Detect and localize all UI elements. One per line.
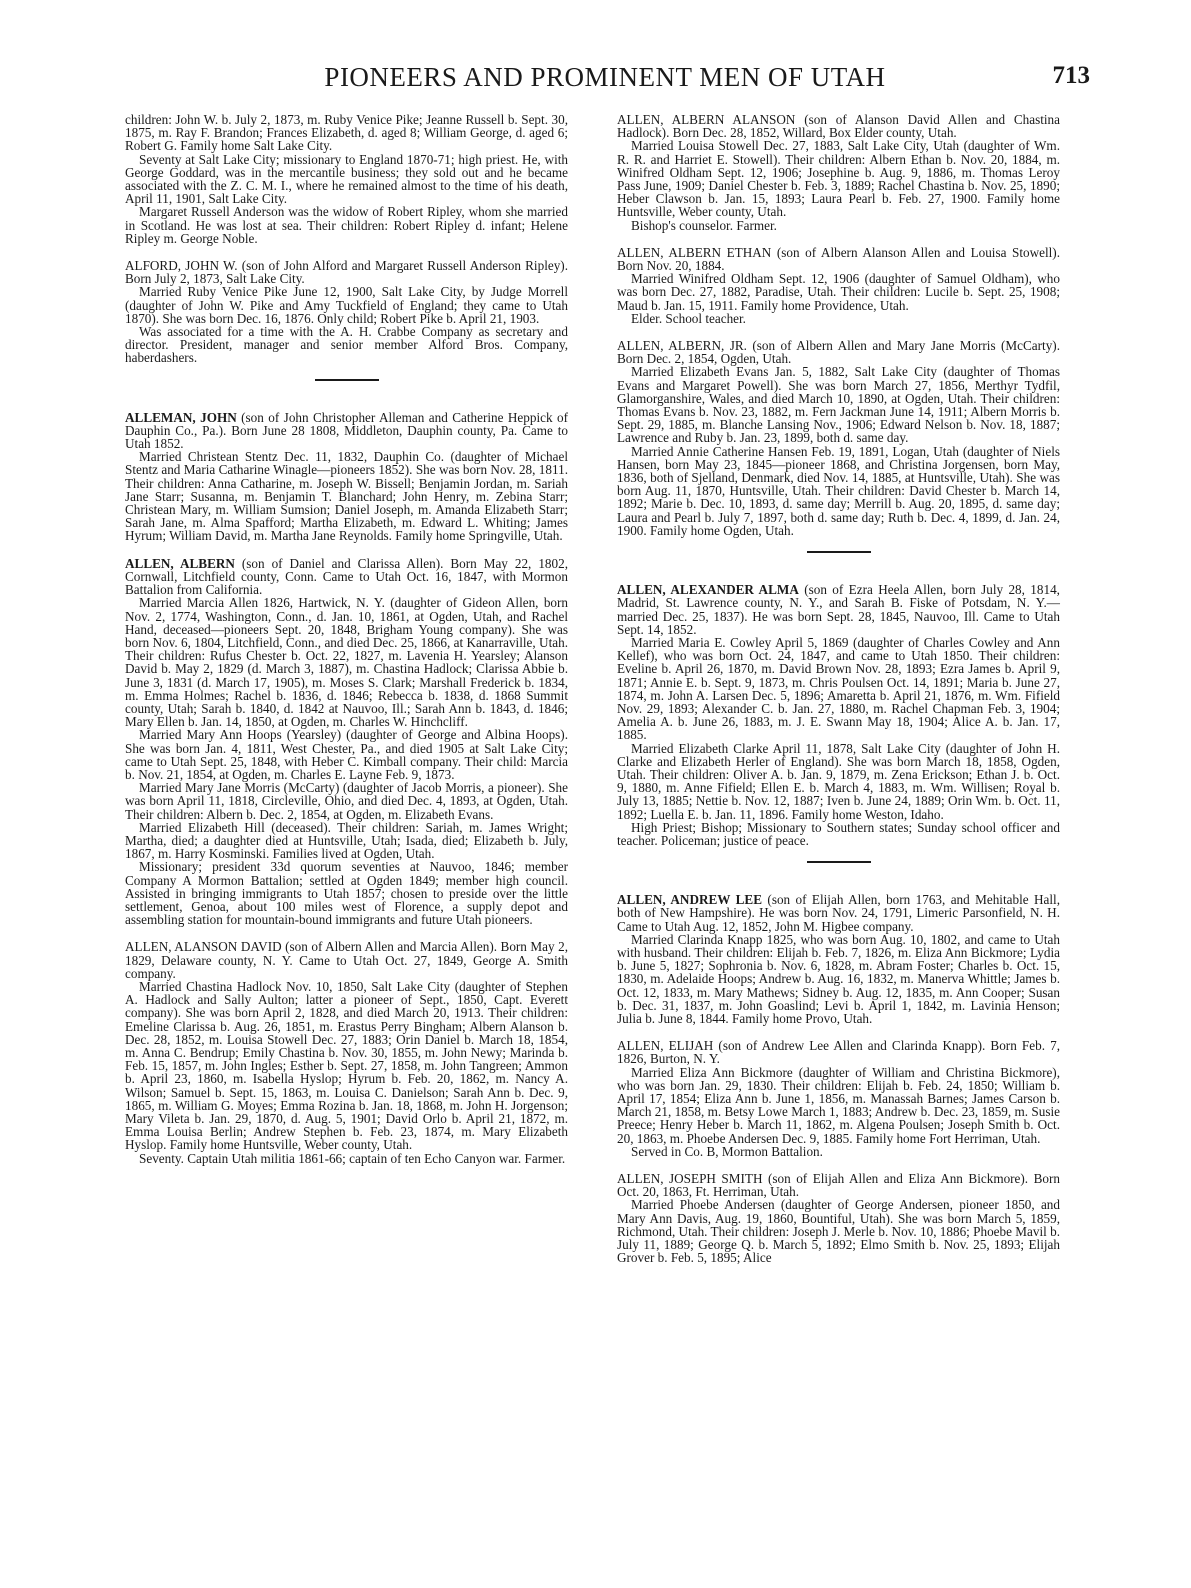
biography-entry	[125, 259, 568, 365]
entry-text: (son of Albern Allen and Mary Jane Morris (McCarty). Born Dec. 2, 1854, Ogden, Utah.	[617, 338, 1060, 367]
entry-paragraph: Married Annie Catherine Hansen Feb. 19, 1891, Logan, Utah (daughter of Niels Hansen, born May 23, 1845—pioneer 1868, and Christina Jorgensen, born May, 1836, both of Sjelland, Denmark, died Nov. 14, 1885, at Huntsville, Utah). She was born Aug. 11, 1870, Huntsville, Utah. Their children: David Chester b. March 14, 1892; Marie b. Dec. 10, 1893, d. same day; Merrill b. Aug. 20, 1895, d. same day; Laura and Pearl b. July 7, 1897, both d. same day; Ruth b. Dec. 4, 1899, d. Jan. 24, 1900. Family home Ogden, Utah.	[617, 443, 1060, 538]
entry-paragraph: Married Phoebe Andersen (daughter of George Andersen, pioneer 1850, and Mary Ann Davis, Aug. 19, 1860, Bountiful, Utah). She was born March 5, 1859, Richmond, Utah. Their children: Joseph J. Merle b. Nov. 10, 1886; Phoebe Mavil b. July 11, 1889; George Q. b. March 5, 1892; Elmo Smith b. Nov. 25, 1893; Elijah Grover b. Feb. 5, 1895; Alice	[617, 1197, 1060, 1266]
entry-name: ALLEN, ALANSON DAVID	[125, 939, 282, 955]
entry-paragraph	[125, 557, 568, 597]
entry-paragraph: Married Elizabeth Clarke April 11, 1878, Salt Lake City (daughter of John H. Clarke and Elizabeth Herler of England). She was born March 18, 1858, Ogden, Utah. Their children: Oliver A. b. Jan. 9, 1879, m. Zena Erickson; Ethan J. b. Oct. 9, 1880, m. Anne Fifield; Ellen E. b. March 4, 1883, m. Wm. Willisen; Royal b. July 13, 1885; Nettie b. Nov. 12, 1887; Iven b. June 24, 1889; Orin Wm. b. Oct. 11, 1892; Luella E. b. Jan. 11, 1896. Family home Weston, Idaho.	[617, 740, 1060, 822]
entry-name: ALFORD, JOHN W.	[125, 258, 238, 274]
entry-paragraph	[617, 339, 1060, 365]
entry-paragraph: Married Clarinda Knapp 1825, who was born Aug. 10, 1802, and came to Utah with husband. Their children: Elijah b. Feb. 7, 1826, m. Eliza Ann Bickmore; Lydia b. June 5, 1827; Sophronia b. Nov. 6, 1828, m. Abram Foster; Charles b. Oct. 15, 1830, m. Adelaide Hoops; Andrew b. Aug. 16, 1832, m. Manerva Whittle; James b. Oct. 12, 1833, m. Mary Mathews; Sidney b. Aug. 12, 1835, m. Ann Cooper; Susan b. Dec. 31, 1837, m. John Goaslind; Levi b. April 1, 1842, m. Lavinia Henson; Julia b. June 8, 1844. Family home Provo, Utah.	[617, 931, 1060, 1026]
entry-paragraph: Married Mary Ann Hoops (Yearsley) (daughter of George and Albina Hoops). She was born Jan. 4, 1811, West Chester, Pa., and died 1905 at Salt Lake City; came to Utah Sept. 25, 1848, with Heber C. Kimball company. Their child: Marcia b. Nov. 21, 1854, at Ogden, m. Charles E. Layne Feb. 9, 1873.	[125, 727, 568, 782]
biography-entry	[617, 893, 1060, 1025]
entry-paragraph	[617, 1039, 1060, 1065]
entry-paragraph: Married Maria E. Cowley April 5, 1869 (daughter of Charles Cowley and Ann Kellef), who was born Oct. 24, 1847, and came to Utah 1850. Their children: Eveline b. April 26, 1870, m. David Brown Nov. 28, 1893; Ezra James b. April 9, 1871; Annie E. b. Sept. 9, 1873, m. Chris Poulsen Oct. 14, 1891; Maria b. June 27, 1874, m. John A. Larsen Dec. 5, 1896; Amaretta b. April 21, 1876, m. Wm. Fifield Nov. 29, 1893; Alexander C. b. Jan. 27, 1880, m. Rachel Chapman Feb. 3, 1904; Amelia A. b. June 26, 1883, m. J. E. Swann May 18, 1904; Alice A. b. Jan. 17, 1885.	[617, 634, 1060, 743]
entry-name: ALLEN, ALBERN	[125, 555, 235, 571]
section-divider	[315, 379, 379, 381]
entry-paragraph: Married Elizabeth Hill (deceased). Their children: Sariah, m. James Wright; Martha, died; a daughter died at Huntsville, Utah; Isada, died; Elizabeth b. July, 1867, m. Harry Kosminski. Families lived at Ogden, Utah.	[125, 819, 568, 862]
biography-entry	[617, 583, 1060, 847]
entry-paragraph	[125, 259, 568, 285]
entry-text: (son of Daniel and Clarissa Allen). Born May 22, 1802, Cornwall, Litchfield county, Conn. Came to Utah Oct. 16, 1847, with Mormon Battalion from California.	[125, 555, 568, 598]
left-column	[125, 113, 568, 1179]
biography-entry	[125, 113, 568, 245]
biography-entry	[125, 557, 568, 927]
entry-paragraph: Married Chastina Hadlock Nov. 10, 1850, Salt Lake City (daughter of Stephen A. Hadlock and Sally Aulton; latter a pioneer of Sept., 1850, Capt. Everett company). She was born April 2, 1828, and died March 20, 1913. Their children: Emeline Clarissa b. Aug. 26, 1851, m. Erastus Perry Bingham; Albern Alanson b. Dec. 28, 1852, m. Louisa Stowell Dec. 27, 1883; Orin Daniel b. March 18, 1854, m. Anna C. Bendrup; Emily Chastina b. Nov. 30, 1855, m. John Newy; Marinda b. Feb. 15, 1857, m. John Ingles; Esther b. Sept. 27, 1858, m. John Tangreen; Ammon b. April 23, 1860, m. Isabella Hyslop; Hyrum b. Feb. 20, 1862, m. Nancy A. Wilson; Samuel b. Sept. 15, 1863, m. Louisa C. Danielson; Sarah Ann b. Dec. 9, 1865, m. William G. Moyes; Emma Rozina b. Jan. 18, 1868, m. John H. Jorgenson; Mary Vileta b. Jan. 29, 1870, d. Aug. 5, 1901; David Orlo b. April 21, 1872, m. Emma Louisa Berlin; Andrew Stephen b. Feb. 23, 1874, m. Mary Elizabeth Hyslop. Family home Huntsville, Weber county, Utah.	[125, 978, 568, 1153]
entry-paragraph	[617, 113, 1060, 139]
entry-paragraph	[617, 893, 1060, 933]
entry-paragraph: Married Mary Jane Morris (McCarty) (daughter of Jacob Morris, a pioneer). She was born April 11, 1818, Circleville, Ohio, and died Dec. 4, 1893, at Ogden, Utah. Their children: Albern b. Dec. 2, 1854, at Ogden, m. Elizabeth Evans.	[125, 780, 568, 822]
entry-text: (son of John Alford and Margaret Russell Anderson Ripley). Born July 2, 1873, Salt Lake City.	[125, 258, 568, 287]
entry-paragraph: children: John W. b. July 2, 1873, m. Ruby Venice Pike; Jeanne Russell b. Sept. 30, 1875, m. Ray F. Brandon; Frances Elizabeth, d. aged 8; William George, d. aged 6; Robert G. Family home Salt Lake City.	[125, 112, 568, 154]
page-header	[120, 60, 1090, 100]
entry-text: (son of Andrew Lee Allen and Clarinda Knapp). Born Feb. 7, 1826, Burton, N. Y.	[617, 1038, 1060, 1067]
page-number: 713	[1052, 62, 1090, 89]
entry-paragraph: Margaret Russell Anderson was the widow of Robert Ripley, whom she married in Scotland. He was lost at sea. Their children: Robert Ripley d. infant; Helene Ripley m. George Noble.	[125, 204, 568, 246]
biography-entry	[617, 339, 1060, 537]
entry-paragraph: Seventy. Captain Utah militia 1861-66; captain of ten Echo Canyon war. Farmer.	[139, 1150, 566, 1166]
entry-paragraph: Married Eliza Ann Bickmore (daughter of William and Christina Bickmore), who was born Jan. 29, 1830. Their children: Elijah b. Feb. 24, 1850; William b. April 17, 1854; Eliza Ann b. June 1, 1856, m. Manassah Barnes; James Carson b. March 21, 1858, m. Betsy Lowe March 1, 1883; Andrew b. Dec. 23, 1859, m. Susie Preece; Henry Heber b. March 11, 1862, m. Algena Poulsen; Joseph Smith b. Oct. 20, 1863, m. Phoebe Andersen Dec. 9, 1885. Family home Fort Herriman, Utah.	[617, 1064, 1060, 1146]
entry-paragraph	[617, 246, 1060, 272]
entry-text: (son of Elijah Allen, born 1763, and Mehitable Hall, both of New Hampshire). He was born Nov. 24, 1791, Limeric Parsonfield, N. H. Came to Utah Aug. 12, 1852, John M. Higbee company.	[617, 892, 1060, 934]
biography-entry	[617, 1039, 1060, 1158]
entry-text: (son of Elijah Allen and Eliza Ann Bickmore). Born Oct. 20, 1863, Ft. Herriman, Utah.	[617, 1171, 1060, 1200]
entry-paragraph: High Priest; Bishop; Missionary to Southern states; Sunday school officer and teacher. Policeman; justice of peace.	[617, 819, 1060, 848]
section-divider	[807, 551, 871, 553]
entry-paragraph: Married Louisa Stowell Dec. 27, 1883, Salt Lake City, Utah (daughter of Wm. R. R. and Harriet E. Stowell). Their children: Albern Ethan b. Nov. 20, 1884, m. Winifred Oldham Sept. 12, 1906; Josephine b. Aug. 9, 1886, m. Thomas Leroy Pass June, 1909; Daniel Chester b. Feb. 3, 1889; Rachel Chastina b. Nov. 25, 1890; Heber Clawson b. Jan. 15, 1893; Laura Pearl b. Feb. 27, 1900. Family home Huntsville, Weber county, Utah.	[617, 138, 1060, 220]
entry-text: (son of Albern Allen and Marcia Allen). Born May 2, 1829, Delaware county, N. Y. Came to Utah Oct. 27, 1849, George A. Smith company.	[125, 939, 568, 981]
entry-name: ALLEN, ELIJAH	[617, 1038, 714, 1054]
entry-name: ALLEN, ANDREW LEE	[617, 892, 763, 908]
entry-name: ALLEN, ALBERN ALANSON	[617, 112, 796, 127]
biography-entry	[617, 246, 1060, 325]
entry-paragraph	[125, 411, 568, 451]
entry-text: (son of Alanson David Allen and Chastina Hadlock). Born Dec. 28, 1852, Willard, Box Elder county, Utah.	[617, 112, 1060, 141]
entry-text: (son of Ezra Heela Allen, born July 28, 1814, Madrid, St. Lawrence county, N. Y., and Sarah B. Fiske of Potsdam, N. Y.—married Dec. 25, 1837). He was born Sept. 28, 1845, Nauvoo, Ill. Came to Utah Sept. 14, 1852.	[617, 582, 1060, 637]
entry-paragraph: Married Winifred Oldham Sept. 12, 1906 (daughter of Samuel Oldham), who was born Dec. 27, 1882, Paradise, Utah. Their children: Lucile b. Sept. 25, 1908; Maud b. Jan. 15, 1911. Family home Providence, Utah.	[617, 271, 1060, 313]
entry-name: ALLEN, ALEXANDER ALMA	[617, 582, 799, 598]
entry-paragraph	[125, 940, 568, 980]
right-column	[617, 113, 1060, 1278]
running-title: PIONEERS AND PROMINENT MEN OF UTAH	[324, 62, 886, 92]
biography-entry	[617, 1172, 1060, 1264]
entry-text: (son of John Christopher Alleman and Catherine Heppick of Dauphin Co., Pa.). Born June 28 1808, Middleton, Dauphin county, Pa. Came to Utah 1852.	[125, 409, 568, 452]
entry-paragraph: Served in Co. B, Mormon Battalion.	[631, 1143, 823, 1159]
section-divider	[807, 861, 871, 863]
entry-paragraph: Missionary; president 33d quorum seventies at Nauvoo, 1846; member Company A Mormon Battalion; settled at Ogden 1849; member high council. Assisted in bringing immigrants to Utah 1857; chosen to preside over the little settlement, Genoa, about 100 miles west of Florence, a supply depot and assembling station for mountain-bound immigrants and future Utah pioneers.	[125, 859, 568, 928]
entry-name: ALLEN, ALBERN, JR.	[617, 338, 747, 354]
entry-paragraph: Seventy at Salt Lake City; missionary to England 1870-71; high priest. He, with George Goddard, was in the mercantile business; they sold out and he became associated with the Z. C. M. I., where he remained almost to the time of his death, April 11, 1901, Salt Lake City.	[125, 151, 568, 207]
biography-entry	[125, 411, 568, 543]
entry-paragraph: Bishop's counselor. Farmer.	[631, 217, 777, 233]
entry-paragraph: Married Christean Stentz Dec. 11, 1832, Dauphin Co. (daughter of Michael Stentz and Maria Catharine Winagle—pioneers 1852). She was born Nov. 28, 1811. Their children: Anna Catharine, m. Joseph W. Bissell; Benjamin Jordan, m. Sariah Jane Starr; Susanna, m. Benjamin T. Blanchard; John Henry, m. Zebina Starr; Christean Mary, m. William Sumsion; Daniel Joseph, m. Amanda Elizabeth Starr; Sarah Jane, m. Alma Spafford; Martha Elizabeth, m. Edward L. Whiting; James Hyrum; William David, m. Martha Jane Reynolds. Family home Springville, Utah.	[125, 449, 568, 544]
entry-name: ALLEN, ALBERN ETHAN	[617, 244, 772, 260]
entry-name: ALLEN, JOSEPH SMITH	[617, 1171, 763, 1187]
entry-paragraph	[617, 1172, 1060, 1198]
entry-paragraph: Married Elizabeth Evans Jan. 5, 1882, Salt Lake City (daughter of Thomas Evans and Margaret Powell). She was born March 27, 1856, Merthyr Tydfil, Glamorganshire, Wales, and died March 10, 1890, at Ogden, Utah. Their children: Thomas Evans b. Nov. 23, 1882, m. Fern Jackman June 14, 1911; Albern Morris b. Sept. 29, 1885, m. Blanche Lansing Nov., 1906; Edward Nelson b. Nov. 18, 1887; Lawrence and Ruby b. Jan. 23, 1899, both d. same day.	[617, 364, 1060, 446]
biography-entry	[125, 940, 568, 1164]
entry-paragraph: Was associated for a time with the A. H. Crabbe Company as secretary and director. President, manager and senior member Alford Bros. Company, haberdashers.	[125, 324, 568, 366]
entry-text: (son of Albern Alanson Allen and Louisa Stowell). Born Nov. 20, 1884.	[617, 244, 1060, 274]
biography-entry	[617, 113, 1060, 232]
entry-name: ALLEMAN, JOHN	[125, 409, 237, 425]
entry-paragraph: Elder. School teacher.	[631, 310, 746, 326]
entry-paragraph	[617, 583, 1060, 636]
entry-paragraph: Married Ruby Venice Pike June 12, 1900, Salt Lake City, by Judge Morrell (daughter of John W. Pike and Amy Tuckfield of England; they came to Utah 1870). She was born Dec. 16, 1876. Only child; Robert Pike b. April 21, 1903.	[125, 284, 568, 326]
entry-paragraph: Married Marcia Allen 1826, Hartwick, N. Y. (daughter of Gideon Allen, born Nov. 2, 1774, Washington, Conn., d. Jan. 10, 1861, at Ogden, Utah, and Rachel Hand, deceased—pioneers Sept. 20, 1848, Brigham Young company). She was born Nov. 6, 1804, Litchfield, Conn., and died Dec. 25, 1866, at Kanarraville, Utah. Their children: Rufus Chester b. Oct. 22, 1827, m. Lavenia H. Yearsley; Alanson David b. May 2, 1829 (d. March 3, 1887), m. Chastina Hadlock; Clarissa Abbie b. June 3, 1831 (d. March 17, 1905), m. Moses S. Clark; Marshall Frederick b. 1834, m. Emma Holmes; Rachel b. 1836, d. 1846; Rebecca b. 1838, d. 1868 Summit county, Utah; Sarah b. 1840, d. 1842 at Nauvoo, Ill.; Sarah Ann b. 1843, d. 1846; Mary Ellen b. Jan. 14, 1850, at Ogden, m. Charles W. Hinchcliff.	[125, 595, 568, 730]
